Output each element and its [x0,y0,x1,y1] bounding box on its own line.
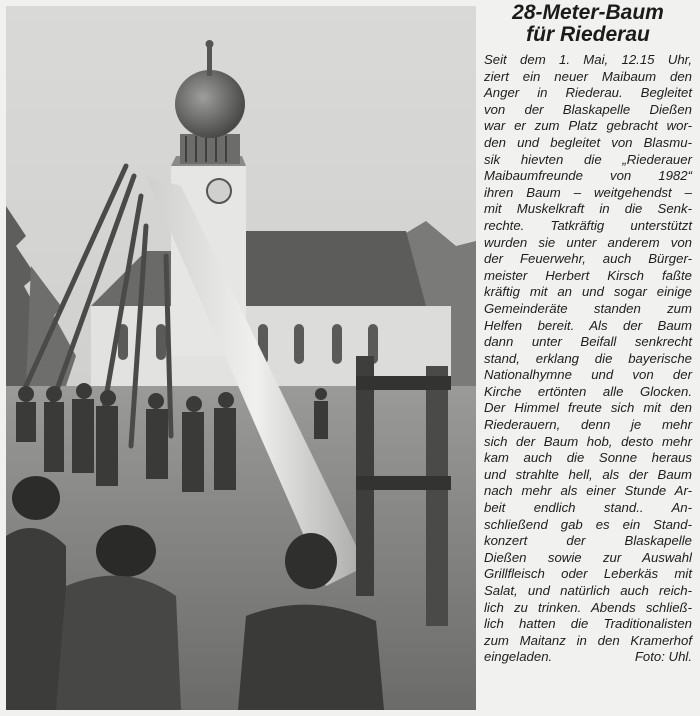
article-line: rechte. Tatkräftig unterstützt [484,217,692,233]
article-line: kräftig mit an und sogar einige [484,284,692,300]
article-line: Gemeinderäte standen zum [484,300,692,316]
photo-illustration [6,6,476,710]
photo-credit: Foto: Uhl. [634,649,692,665]
article-line: mit Muskelkraft in die Senk- [484,201,692,217]
article-line: Riederauern, denn je mehr [484,417,692,433]
article-line: sik hievten die „Riederauer [484,151,692,167]
article-line: Kirche ertönten alle Glocken. [484,383,692,399]
article-line: meister Herbert Kirsch faßte [484,267,692,283]
article-line: stand, erklang die bayerische [484,350,692,366]
article-line: ihren Baum – weitgehendst – [484,184,692,200]
article-line: Helfen bereit. Als der Baum [484,317,692,333]
article-line: wurden sie unter anderem von [484,234,692,250]
article-line: Der Himmel freute sich mit den [484,400,692,416]
article-line: Anger in Riederau. Begleitet [484,85,692,101]
article-line: zum Maitanz in den Kramerhof [484,632,692,648]
article-line: Salat, und natürlich auch reich- [484,583,692,598]
article-line: und strahlte hell, als der Baum [484,466,692,482]
headline [484,2,692,46]
headline-line-1: 28-Meter-Baum [512,1,664,24]
article-line: Nationalhymne und von der [484,367,692,383]
article-line: konzert der Blaskapelle [484,533,692,549]
article-line: ziert ein neuer Maibaum den [484,68,692,84]
article-line: der Feuerwehr, auch Bürger- [484,251,692,267]
article-line: den und begleitet von Blasmu- [484,134,692,150]
headline-line-2: für Riederau [526,23,650,46]
article-line: kam auch die Sonne heraus [484,450,692,466]
article-line: Grillfleisch oder Leberkäs mit [484,566,692,582]
article-line: lich hatten die Traditionalisten [484,616,692,632]
article-line: sich der Baum hob, desto mehr [484,433,692,449]
article-line: dann unter Beifall senkrecht [484,334,692,350]
maypole-photo [6,6,476,710]
article-line: nach mehr als einer Stunde Ar- [484,483,692,499]
article-line: lich zu trinken. Abends schließ- [484,599,692,615]
article-line: Maibaumfreunde von 1982“ [484,168,692,184]
article-line: beit endlich stand.. An- [484,500,692,516]
article-closing-text: eingeladen. [484,649,553,665]
article-line: Seit dem 1. Mai, 12.15 Uhr, [484,52,692,67]
article-line: schließend gab es ein Stand- [484,516,692,532]
article-line: Dießen sowie zur Auswahl [484,549,692,565]
article-line: von der Blaskapelle Dießen [484,101,692,117]
article-line: war er zum Platz gebracht wor- [484,118,692,134]
article-last-line [484,649,692,666]
article [478,0,696,716]
article-body [484,52,692,666]
